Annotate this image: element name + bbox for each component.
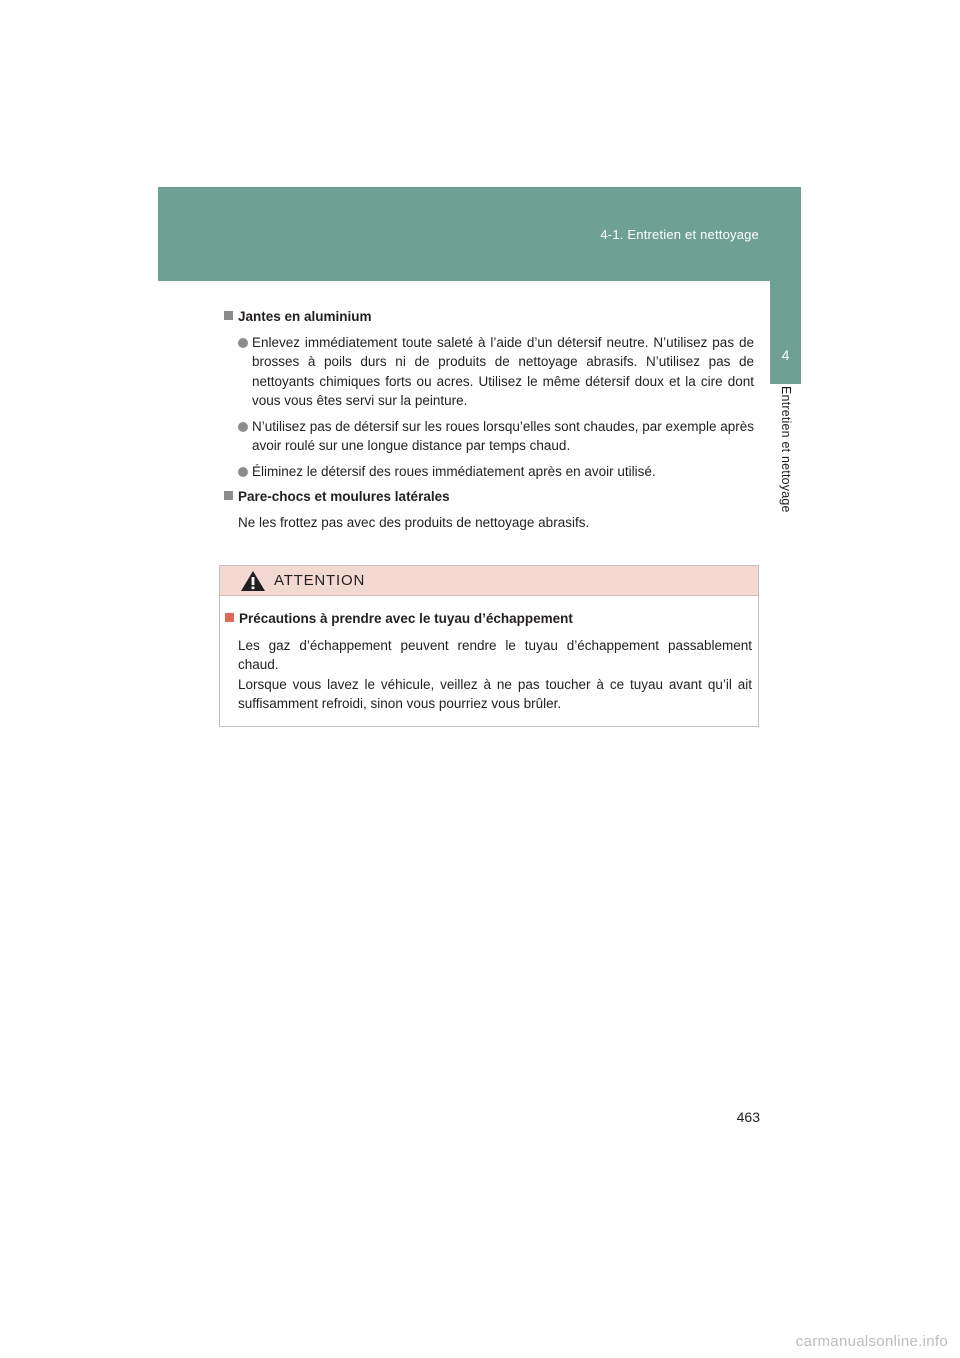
section-title: 4-1. Entretien et nettoyage (600, 227, 759, 242)
section-paragraph: Ne les frottez pas avec des produits de nettoyage abrasifs. (238, 514, 590, 530)
attention-label: ATTENTION (274, 572, 366, 589)
attention-body (220, 596, 758, 714)
page-number: 463 (736, 1109, 760, 1125)
header-band (158, 187, 801, 281)
list-item-text: N’utilisez pas de détersif sur les roues lorsqu’elles sont chaudes, par exemple après avoir roulé sur une longue distance par temps chaud. (252, 418, 755, 453)
watermark: carmanualsonline.info (795, 1333, 948, 1350)
round-bullet-icon (238, 338, 248, 348)
section-heading-text: Jantes en aluminium (238, 309, 372, 324)
list-item-text: Enlevez immédiatement toute saleté à l’aide d’un détersif neutre. N’utilisez pas de brosses à poils durs ni de produits de nettoyage abrasifs. N’utilisez pas de nettoyants chimiques forts ou acres. Utilisez le même détersif doux et la cire dont vous vous êtes servi sur la peinture. (252, 334, 754, 408)
chapter-label: Entretien et nettoyage (779, 386, 793, 513)
chapter-label-container (772, 386, 800, 866)
list-item (224, 462, 754, 482)
square-bullet-icon (225, 613, 234, 622)
chapter-tab-divider (770, 380, 801, 384)
list-item-text: Éliminez le détersif des roues immédiatement après en avoir utilisé. (252, 463, 656, 479)
round-bullet-icon (238, 422, 248, 432)
square-bullet-icon (224, 491, 233, 500)
section-heading-bumpers (224, 487, 754, 507)
attention-header (220, 566, 758, 596)
attention-paragraph: Lorsque vous lavez le véhicule, veillez à ne pas toucher à ce tuyau avant qu’il ait suffisamment refroidi, sinon vous pourriez vous brûler. (238, 676, 752, 711)
round-bullet-icon (238, 467, 248, 477)
warning-triangle-icon (240, 570, 266, 592)
main-content (224, 307, 754, 538)
square-bullet-icon (224, 311, 233, 320)
section-heading-alu-wheels (224, 307, 754, 327)
chapter-number: 4 (781, 347, 790, 363)
section-heading-text: Pare-chocs et moulures latérales (238, 489, 450, 504)
list-item (224, 333, 754, 411)
list-item (224, 417, 754, 456)
chapter-tab (770, 281, 801, 380)
attention-heading (225, 609, 752, 629)
attention-box (219, 565, 759, 727)
attention-heading-text: Précautions à prendre avec le tuyau d’échappement (239, 611, 573, 626)
attention-paragraph: Les gaz d’échappement peuvent rendre le tuyau d’échappement passablement chaud. (238, 637, 752, 672)
